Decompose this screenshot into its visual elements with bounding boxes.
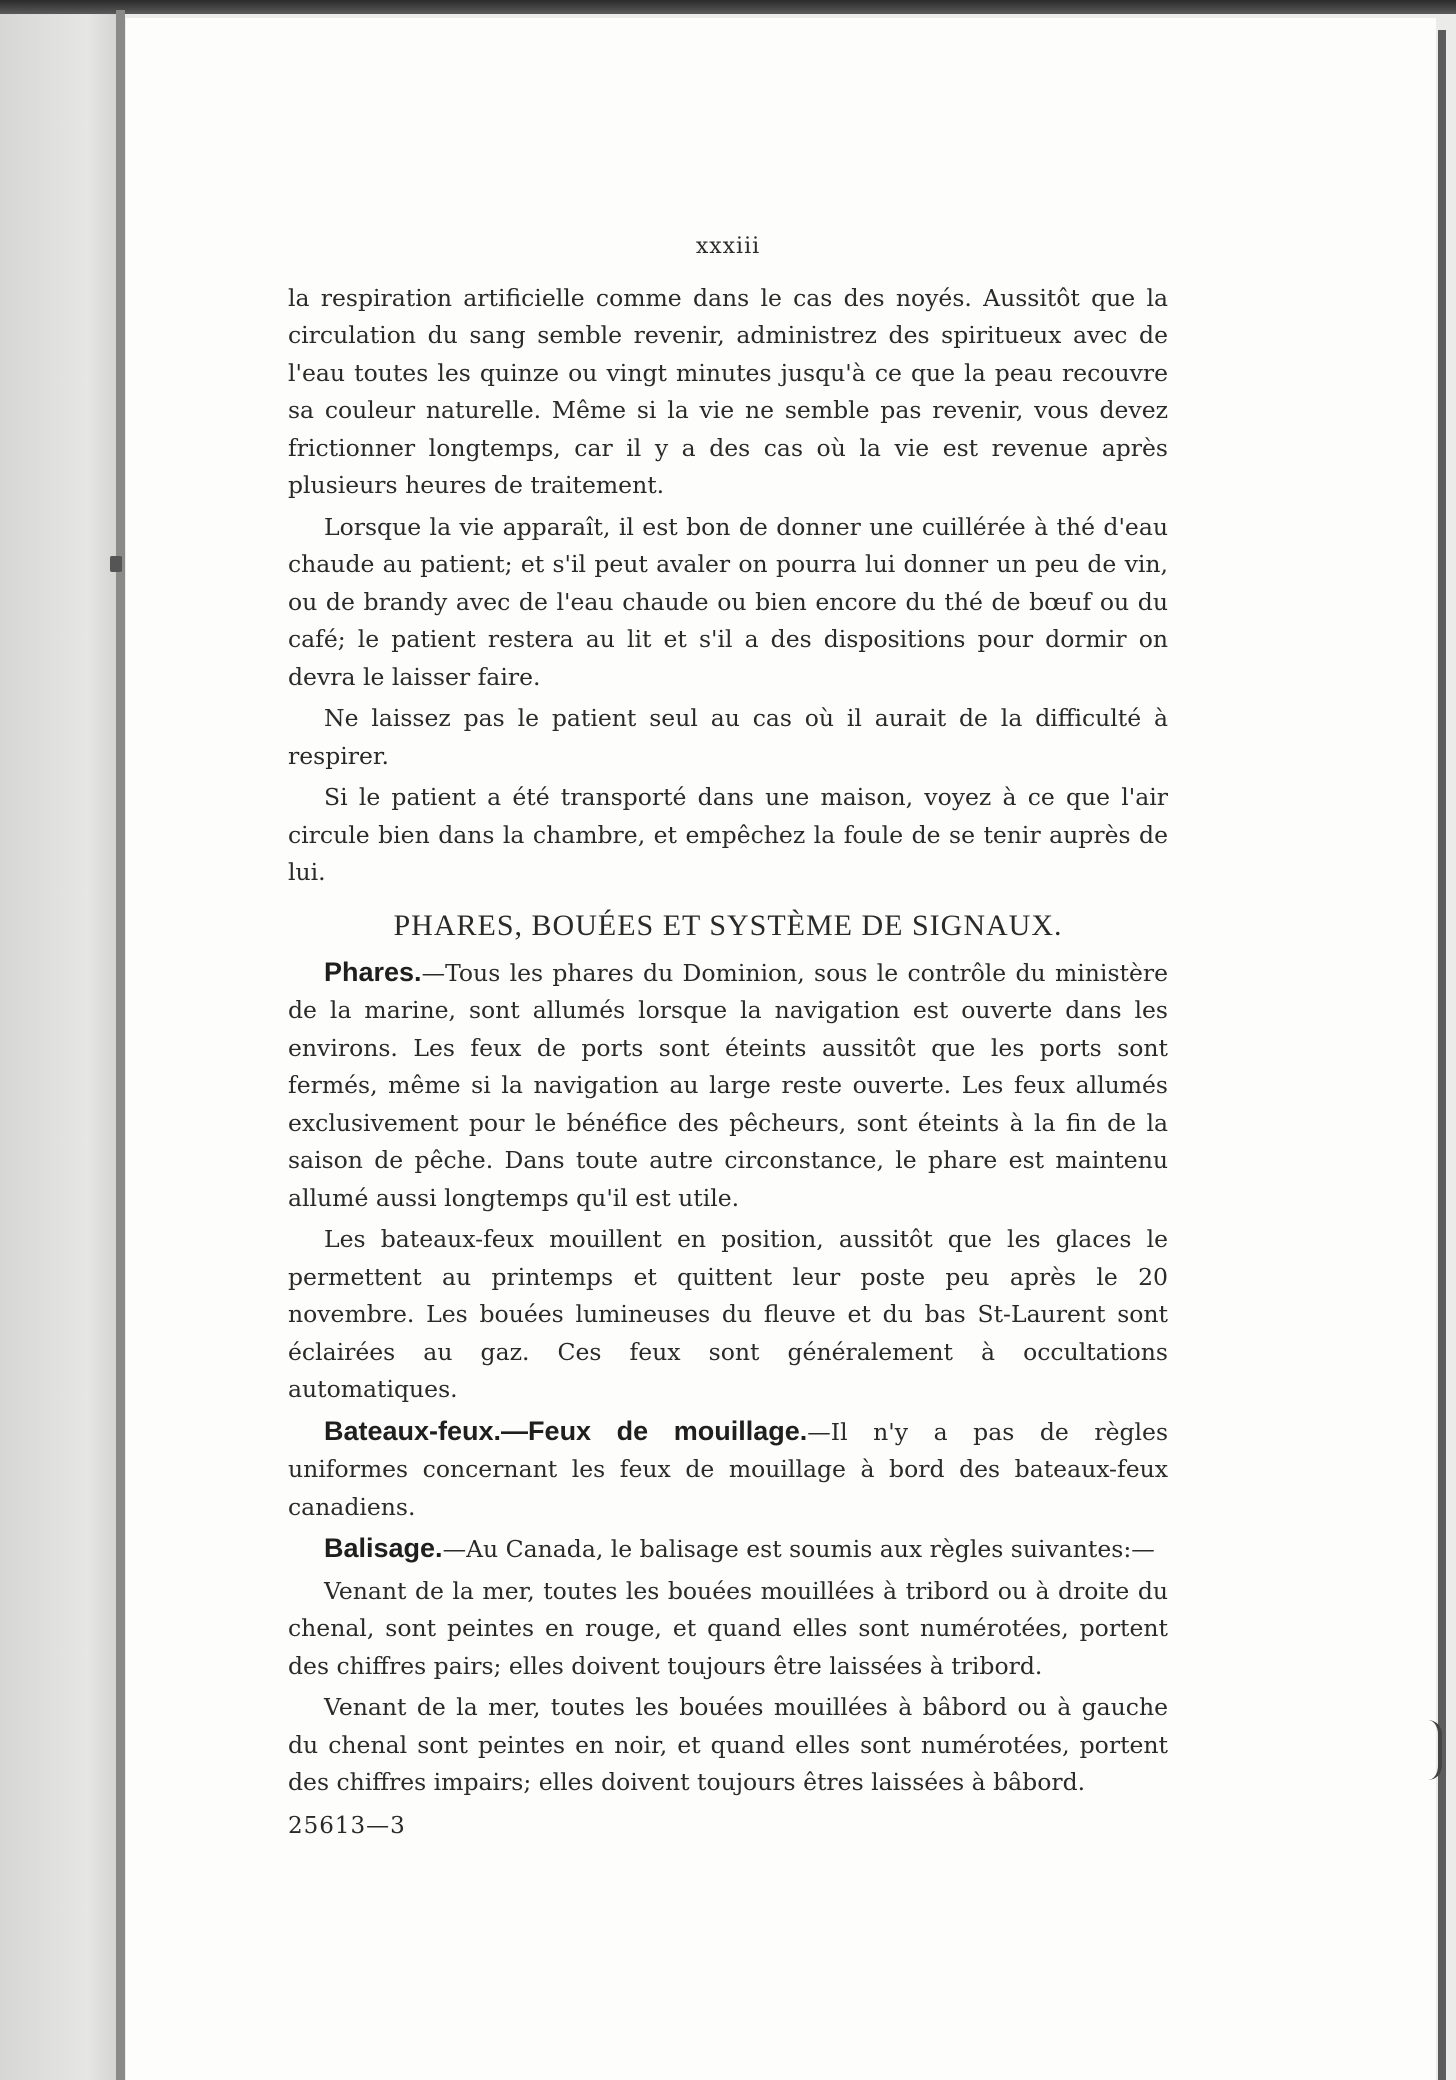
paragraph-tribord: Venant de la mer, toutes les bouées mouillées à tribord ou à droite du chenal, sont peintes en rouge, et quand elles sont numérotées, portent des chiffres pairs; elles doivent toujours être laissées à tribord. bbox=[288, 1576, 1168, 1680]
runin-balisage: Balisage. bbox=[324, 1533, 443, 1563]
binding-mark bbox=[110, 556, 122, 572]
paragraph-babord: Venant de la mer, toutes les bouées mouillées à bâbord ou à gauche du chenal sont peintes en noir, et quand elles sont numérotées, portent des chiffres impairs; elles doivent toujours êtres laissées à bâbord. bbox=[288, 1693, 1168, 1796]
paragraph-ne-laissez-pas: Ne laissez pas le patient seul au cas où il aurait de la difficulté à respirer. bbox=[288, 704, 1168, 770]
printer-signature: 25613—3 bbox=[288, 1812, 406, 1839]
section-heading: PHARES, BOUÉES ET SYSTÈME DE SIGNAUX. bbox=[393, 908, 1063, 942]
book-spine bbox=[116, 10, 125, 2080]
bateaux-feux-text: —Il n'y a pas de règles uniformes concernant les feux de mouillage à bord des bateaux-feux canadiens. bbox=[288, 1417, 1169, 1521]
paragraph-balisage bbox=[288, 1530, 1168, 1569]
paragraph-transporte: Si le patient a été transporté dans une maison, voyez à ce que l'air circule bien dans la chambre, et empêchez la foule de se tenir auprès de lui. bbox=[288, 783, 1168, 886]
text-block bbox=[288, 228, 1168, 1845]
scan-top-edge bbox=[0, 0, 1456, 14]
paragraph-respiration: la respiration artificielle comme dans le cas des noyés. Aussitôt que la circulation du sang semble revenir, administrez des spiritueux avec de l'eau toutes les quinze ou vingt minutes jusqu'à ce que la peau recouvre sa couleur naturelle. Même si la vie ne semble pas revenir, vous devez frictionner longtemps, car il y a des cas où la vie est revenue après plusieurs heures de traitement. bbox=[288, 283, 1168, 499]
paragraph-feux-mouillage bbox=[288, 1413, 1168, 1527]
runin-phares: Phares. bbox=[324, 956, 422, 987]
gutter-shadow bbox=[0, 0, 124, 2080]
runin-bateaux-feux: Bateaux-feux.—Feux de mouillage. bbox=[324, 1415, 808, 1446]
phares-text: —Tous les phares du Dominion, sous le contrôle du ministère de la marine, sont allumés lorsque la navigation est ouverte dans les environs. Les feux de ports sont éteints aussitôt que les ports sont fermés, même si la navigation au large reste ouverte. Les feux allumés exclusivement pour le bénéfice des pêcheurs, sont éteints à la fin de la saison de pêche. Dans toute autre circonstance, le phare est maintenu allumé aussi longtemps qu'il est utile. bbox=[288, 958, 1168, 1212]
balisage-text: —Au Canada, le balisage est soumis aux règles suivantes:— bbox=[442, 1535, 1155, 1563]
paragraph-phares bbox=[288, 954, 1168, 1218]
page-curl bbox=[1424, 1720, 1442, 1780]
paragraph-vie-apparait: Lorsque la vie apparaît, il est bon de donner une cuillérée à thé d'eau chaude au patient; et s'il peut avaler on pourra lui donner un peu de vin, ou de brandy avec de l'eau chaude ou bien encore du thé de bœuf ou du café; le patient restera au lit et s'il a des dispositions pour dormir on devra le laisser faire. bbox=[288, 512, 1168, 691]
page-number: xxxiii bbox=[695, 234, 761, 259]
paragraph-bateaux-feux-position: Les bateaux-feux mouillent en position, aussitôt que les glaces le permettent au printemps et quittent leur poste peu après le 20 novembre. Les bouées lumineuses du fleuve et du bas St-Laurent sont éclairées au gaz. Ces feux sont généralement à occultations automatiques. bbox=[288, 1225, 1168, 1403]
